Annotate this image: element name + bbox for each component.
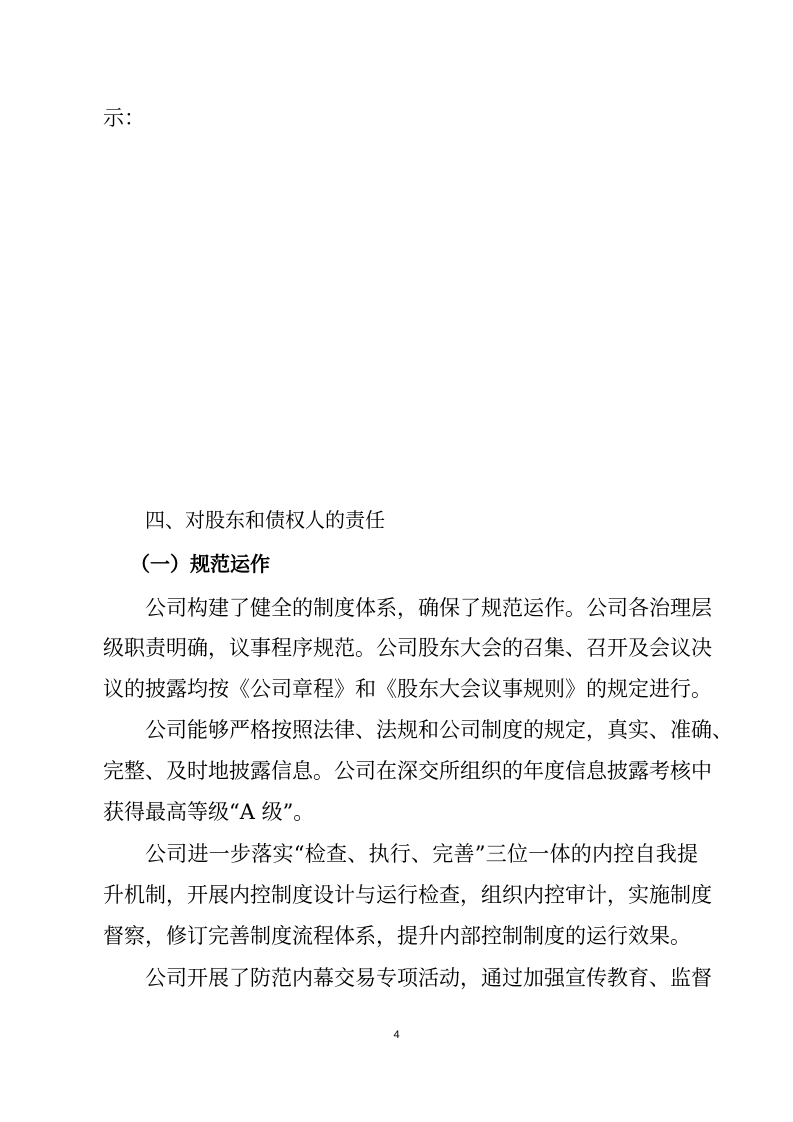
continued-text-fragment: 示： [103, 106, 145, 130]
paragraph-3-line-1: 公司进一步落实“检查、执行、完善”三位一体的内控自我提 [145, 842, 698, 866]
subsection-heading: （一）规范运作 [130, 552, 270, 576]
paragraph-2-line-1: 公司能够严格按照法律、法规和公司制度的规定，真实、准确、 [145, 718, 733, 742]
paragraph-4-line-1: 公司开展了防范内幕交易专项活动，通过加强宣传教育、监督 [145, 966, 712, 990]
paragraph-1-line-1: 公司构建了健全的制度体系，确保了规范运作。公司各治理层 [145, 596, 712, 620]
section-heading: 四、对股东和债权人的责任 [145, 508, 385, 532]
paragraph-1-line-2: 级职责明确，议事程序规范。公司股东大会的召集、召开及会议决 [103, 636, 712, 660]
paragraph-3-line-3: 督察，修订完善制度流程体系，提升内部控制制度的运行效果。 [103, 924, 691, 948]
paragraph-3-line-2: 升机制，开展内控制度设计与运行检查，组织内控审计，实施制度 [103, 883, 712, 907]
paragraph-2-line-3: 获得最高等级“A 级”。 [103, 800, 315, 824]
paragraph-1-line-3: 议的披露均按《公司章程》和《股东大会议事规则》的规定进行。 [103, 677, 712, 701]
page-number: 4 [393, 1029, 400, 1041]
paragraph-2-line-2: 完整、及时地披露信息。公司在深交所组织的年度信息披露考核中 [103, 759, 712, 783]
